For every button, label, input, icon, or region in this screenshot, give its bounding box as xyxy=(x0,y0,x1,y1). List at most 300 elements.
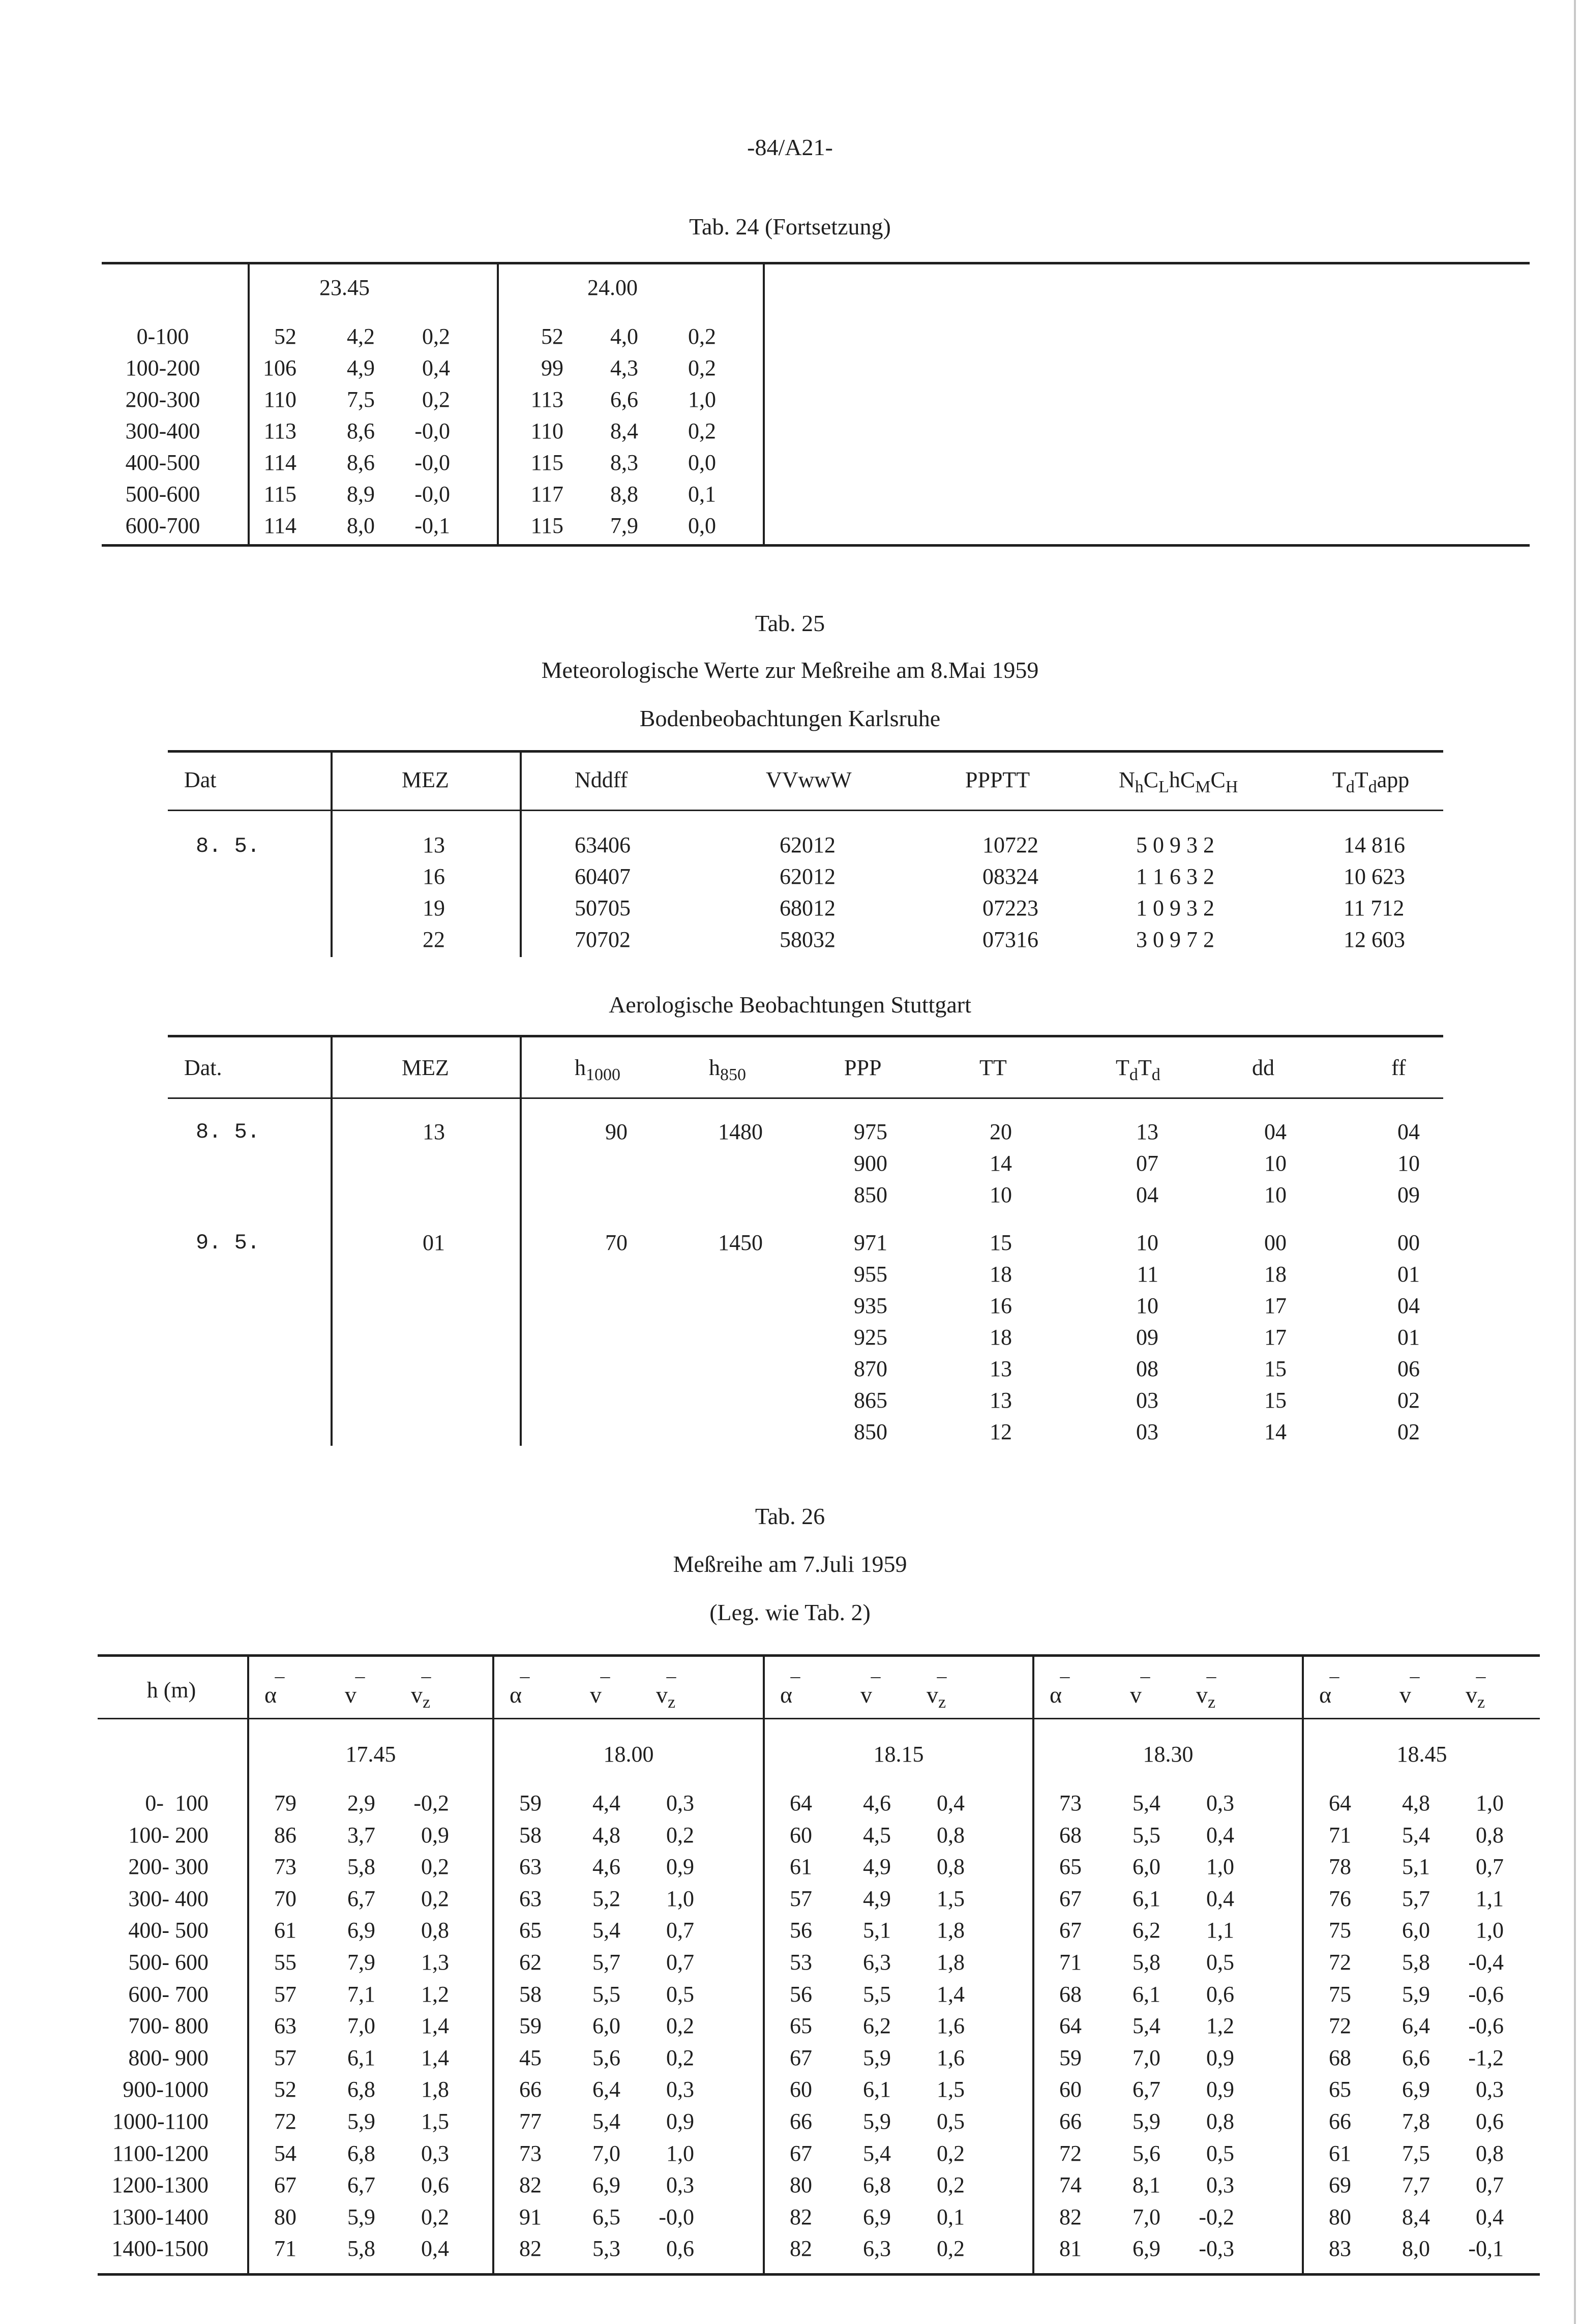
tab26-value: 7,1 xyxy=(347,1982,375,2007)
tab24-group-label: 23.45 xyxy=(319,275,370,300)
tab24-value: 110 xyxy=(530,419,563,443)
tab26-value: 6,0 xyxy=(1402,1918,1430,1943)
tab26-value: 73 xyxy=(274,1854,296,1879)
tab26-value: 0,6 xyxy=(1476,2109,1504,2134)
upper-header-mez: MEZ xyxy=(402,1055,449,1080)
tab26-value: 57 xyxy=(274,1982,296,2007)
tab26-value: 5,3 xyxy=(592,2236,620,2261)
surface-vvwww: 62012 xyxy=(780,864,836,889)
upper-header-h850: $h_{850}$ xyxy=(709,1055,746,1084)
tab26-value: 4,5 xyxy=(863,1823,891,1848)
tab26-value: 75 xyxy=(1329,1918,1351,1943)
alpha-symbol xyxy=(1319,1665,1350,1708)
overbar: – xyxy=(1140,1665,1150,1687)
scan-edge xyxy=(1574,0,1576,2324)
tab26-value: 82 xyxy=(519,2236,542,2261)
surface-nddff: 50705 xyxy=(575,896,631,920)
tab26-height: 200- 300 xyxy=(128,1854,208,1879)
tab26-value: 6,8 xyxy=(347,2077,375,2102)
tab26-value: 4,6 xyxy=(863,1791,891,1815)
upper-ff: 01 xyxy=(1397,1325,1420,1350)
tab26-value: 72 xyxy=(274,2109,296,2134)
tab26-value: 71 xyxy=(274,2236,296,2261)
tab26-value: 0,2 xyxy=(421,2204,449,2229)
surface-mez: 22 xyxy=(423,927,445,952)
tab26-header-h: h (m) xyxy=(146,1678,196,1703)
tab26-value: 5,4 xyxy=(1132,2013,1160,2038)
tab26-value: 61 xyxy=(274,1918,296,1943)
tab26-value: 59 xyxy=(519,1791,542,1815)
tab26-value: 4,6 xyxy=(592,1854,620,1879)
tab26-value: 57 xyxy=(274,2045,296,2070)
overbar: – xyxy=(520,1665,530,1687)
upper-ff: 10 xyxy=(1397,1151,1420,1176)
tab26-value: 64 xyxy=(1059,2013,1082,2038)
tab24-value: 110 xyxy=(263,387,296,412)
upper-date: 9. 5. xyxy=(196,1231,260,1255)
tab26-value: -1,2 xyxy=(1468,2045,1504,2070)
upper-tdtd: 08 xyxy=(1136,1356,1158,1381)
tab24-value: 52 xyxy=(541,324,563,349)
tab26-value: -0,2 xyxy=(413,1791,449,1815)
tab25-caption: Tab. 25 xyxy=(755,610,825,636)
tab26-value: 1,5 xyxy=(937,1886,965,1911)
tab26-value: 5,5 xyxy=(592,1982,620,2007)
vz-symbol xyxy=(1196,1665,1227,1715)
overbar: – xyxy=(355,1665,365,1687)
symbol-glyph: v xyxy=(590,1682,602,1708)
upper-tdtd: 13 xyxy=(1136,1119,1158,1144)
overbar: – xyxy=(1476,1665,1486,1687)
tab24-value: 8,8 xyxy=(610,482,638,506)
tab26-value: 67 xyxy=(790,2141,812,2166)
tab26-rule-header xyxy=(98,1718,1540,1719)
tab26-value: 0,4 xyxy=(1476,2204,1504,2229)
upper-tdtd: 03 xyxy=(1136,1388,1158,1413)
tab24-value: 115 xyxy=(530,450,563,475)
tab26-value: 1,4 xyxy=(421,2013,449,2038)
upper-dd: 15 xyxy=(1264,1388,1287,1413)
tab26-value: 75 xyxy=(1329,1982,1351,2007)
tab24-height: 400-500 xyxy=(125,450,200,475)
surface-date: 8. 5. xyxy=(196,834,260,858)
surface-ppptt: 07223 xyxy=(982,896,1038,920)
upper-ppp: 925 xyxy=(854,1325,887,1350)
symbol-glyph: α xyxy=(264,1682,277,1708)
upper-mez: 13 xyxy=(423,1119,445,1144)
overbar: – xyxy=(1329,1665,1339,1687)
tab24-value: 6,6 xyxy=(610,387,638,412)
upper-tt: 20 xyxy=(990,1119,1012,1144)
tab26-value: 59 xyxy=(1059,2045,1082,2070)
tab26-time: 17.45 xyxy=(345,1742,396,1767)
tab26-time: 18.45 xyxy=(1396,1742,1447,1767)
tab26-value: 0,4 xyxy=(1206,1886,1234,1911)
tab26-value: 82 xyxy=(790,2204,812,2229)
surface-vvwww: 62012 xyxy=(780,832,836,857)
tab26-value: 67 xyxy=(1059,1886,1082,1911)
surface-tdtd: 11 712 xyxy=(1344,896,1405,920)
v-symbol xyxy=(590,1665,620,1708)
upper-h850: 1450 xyxy=(718,1230,763,1255)
tab26-value: 64 xyxy=(790,1791,812,1815)
surface-nddff: 60407 xyxy=(575,864,631,889)
upper-tdtd: 10 xyxy=(1136,1230,1158,1255)
tab26-value: 91 xyxy=(519,2204,542,2229)
tab26-value: 5,6 xyxy=(592,2045,620,2070)
tab26-value: 0,2 xyxy=(937,2236,965,2261)
upper-tt: 12 xyxy=(990,1419,1012,1444)
tab26-value: 68 xyxy=(1059,1823,1082,1848)
surface-ppptt: 08324 xyxy=(982,864,1038,889)
tab26-value: 1,5 xyxy=(421,2109,449,2134)
tab26-value: 0,3 xyxy=(421,2141,449,2166)
surface-header-tdtd: $T_dT_dapp$ xyxy=(1332,767,1410,796)
tab26-value: 6,0 xyxy=(1132,1854,1160,1879)
surface-tdtd: 14 816 xyxy=(1344,832,1405,857)
tab26-value: 1,3 xyxy=(421,1950,449,1975)
tab24-value: 8,3 xyxy=(610,450,638,475)
v-symbol xyxy=(345,1665,375,1708)
upper-header-tdtd: $T_dT_d$ xyxy=(1116,1055,1160,1084)
tab26-value: 58 xyxy=(519,1823,542,1848)
tab26-height: 1300-1400 xyxy=(111,2204,208,2229)
tab26-value: 6,1 xyxy=(1132,1886,1160,1911)
overbar: – xyxy=(1060,1665,1070,1687)
tab24-value: 0,2 xyxy=(422,324,450,349)
tab24-value: 0,0 xyxy=(688,513,716,538)
tab26-value: 0,4 xyxy=(937,1791,965,1815)
upper-h1000: 70 xyxy=(605,1230,628,1255)
tab26-value: 5,8 xyxy=(347,2236,375,2261)
tab26-value: 73 xyxy=(1059,1791,1082,1815)
tab26-value: 60 xyxy=(790,2077,812,2102)
tab26-value: 68 xyxy=(1059,1982,1082,2007)
upper-dd: 18 xyxy=(1264,1262,1287,1287)
overbar: – xyxy=(600,1665,610,1687)
upper-caption: Aerologische Beobachtungen Stuttgart xyxy=(609,992,971,1018)
tab26-value: 80 xyxy=(790,2172,812,2197)
tab26-value: 5,8 xyxy=(347,1854,375,1879)
tab26-value: 52 xyxy=(274,2077,296,2102)
tab26-value: 6,2 xyxy=(863,2013,891,2038)
tab26-value: 5,4 xyxy=(1402,1823,1430,1848)
tab26-value: 1,0 xyxy=(1476,1918,1504,1943)
tab26-value: 1,2 xyxy=(1206,2013,1234,2038)
surface-header-clouds: $N_hC_LhC_MC_H$ xyxy=(1119,767,1238,796)
tab26-value: 56 xyxy=(790,1918,812,1943)
tab24-value: 4,0 xyxy=(610,324,638,349)
upper-ff: 02 xyxy=(1397,1419,1420,1444)
tab24-value: 99 xyxy=(541,355,563,380)
tab26-value: 7,0 xyxy=(592,2141,620,2166)
symbol-glyph: v xyxy=(411,1682,423,1708)
symbol-glyph: v xyxy=(656,1682,668,1708)
tab26-value: 5,4 xyxy=(863,2141,891,2166)
tab26-value: 7,7 xyxy=(1402,2172,1430,2197)
tab26-value: 6,1 xyxy=(347,2045,375,2070)
upper-tt: 16 xyxy=(990,1293,1012,1318)
upper-tt: 18 xyxy=(990,1325,1012,1350)
tab26-value: 73 xyxy=(519,2141,542,2166)
upper-ppp: 971 xyxy=(854,1230,887,1255)
upper-ff: 01 xyxy=(1397,1262,1420,1287)
tab24-height: 0-100 xyxy=(136,324,189,349)
tab24-value: 8,9 xyxy=(347,482,375,506)
tab26-value: 64 xyxy=(1329,1791,1351,1815)
tab24-value: 114 xyxy=(263,450,296,475)
tab24-group-label: 24.00 xyxy=(587,275,638,300)
tab26-value: 0,5 xyxy=(666,1982,694,2007)
tab26-height: 400- 500 xyxy=(128,1918,208,1943)
tab26-value: 5,7 xyxy=(1402,1886,1430,1911)
tab24-value: 0,0 xyxy=(688,450,716,475)
tab26-value: 69 xyxy=(1329,2172,1351,2197)
tab26-value: 5,9 xyxy=(1402,1982,1430,2007)
upper-dd: 10 xyxy=(1264,1151,1287,1176)
overbar: – xyxy=(1410,1665,1420,1687)
tab26-value: 6,9 xyxy=(592,2172,620,2197)
upper-header-tt: TT xyxy=(979,1055,1007,1080)
tab26-value: -0,0 xyxy=(659,2204,694,2229)
overbar: – xyxy=(871,1665,881,1687)
tab26-value: 7,8 xyxy=(1402,2109,1430,2134)
tab26-height: 300- 400 xyxy=(128,1886,208,1911)
tab26-value: 6,1 xyxy=(863,2077,891,2102)
tab26-value: 5,4 xyxy=(592,1918,620,1943)
upper-mez: 01 xyxy=(423,1230,445,1255)
tab24-value: 7,9 xyxy=(610,513,638,538)
upper-tt: 18 xyxy=(990,1262,1012,1287)
symbol-glyph: v xyxy=(927,1682,938,1708)
tab26-height: 1200-1300 xyxy=(111,2172,208,2197)
tab26-value: 7,5 xyxy=(1402,2141,1430,2166)
tab26-value: 5,8 xyxy=(1402,1950,1430,1975)
tab26-value: 66 xyxy=(790,2109,812,2134)
upper-tdtd: 04 xyxy=(1136,1182,1158,1207)
tab24-height: 100-200 xyxy=(125,355,200,380)
tab26-value: 65 xyxy=(790,2013,812,2038)
tab26-value: 61 xyxy=(790,1854,812,1879)
tab24-caption: Tab. 24 (Fortsetzung) xyxy=(689,214,891,240)
tab26-value: 0,2 xyxy=(937,2141,965,2166)
tab26-value: 0,1 xyxy=(937,2204,965,2229)
tab26-value: 0,5 xyxy=(937,2109,965,2134)
tab24-value: 4,3 xyxy=(610,355,638,380)
tab24-value: 0,2 xyxy=(688,324,716,349)
tab26-value: 1,6 xyxy=(937,2013,965,2038)
upper-tdtd: 10 xyxy=(1136,1293,1158,1318)
upper-tt: 14 xyxy=(990,1151,1012,1176)
vz-symbol xyxy=(411,1665,441,1715)
upper-dd: 00 xyxy=(1264,1230,1287,1255)
tab26-value: 6,4 xyxy=(1402,2013,1430,2038)
upper-ff: 04 xyxy=(1397,1119,1420,1144)
overbar: – xyxy=(790,1665,800,1687)
symbol-subscript: z xyxy=(1208,1693,1216,1712)
tab26-value: 55 xyxy=(274,1950,296,1975)
tab26-value: 5,1 xyxy=(863,1918,891,1943)
tab26-value: 0,2 xyxy=(666,1823,694,1848)
tab26-value: 56 xyxy=(790,1982,812,2007)
tab26-value: 0,6 xyxy=(666,2236,694,2261)
tab26-value: 5,1 xyxy=(1402,1854,1430,1879)
surface-header-ppptt: PPPTT xyxy=(965,767,1030,792)
tab26-value: 0,5 xyxy=(1206,2141,1234,2166)
tab24-value: -0,0 xyxy=(414,482,450,506)
tab26-value: 0,9 xyxy=(1206,2077,1234,2102)
tab24-value: -0,0 xyxy=(414,450,450,475)
tab26-height: 500- 600 xyxy=(128,1950,208,1975)
tab26-value: 0,3 xyxy=(666,2077,694,2102)
upper-tdtd: 07 xyxy=(1136,1151,1158,1176)
tab26-height: 700- 800 xyxy=(128,2013,208,2038)
tab26-value: 78 xyxy=(1329,1854,1351,1879)
tab26-value: 1,1 xyxy=(1206,1918,1234,1943)
upper-ppp: 935 xyxy=(854,1293,887,1318)
tab26-value: 71 xyxy=(1059,1950,1082,1975)
tab26-value: 6,7 xyxy=(347,2172,375,2197)
tab26-value: 6,7 xyxy=(347,1886,375,1911)
surface-tdtd: 12 603 xyxy=(1344,927,1405,952)
tab26-value: 71 xyxy=(1329,1823,1351,1848)
surface-mez: 13 xyxy=(423,832,445,857)
tab26-value: 0,2 xyxy=(666,2013,694,2038)
tab26-value: 65 xyxy=(1059,1854,1082,1879)
surface-header-dat: Dat xyxy=(184,767,217,792)
tab24-value: 0,4 xyxy=(422,355,450,380)
tab26-value: 4,8 xyxy=(592,1823,620,1848)
tab26-height: 0- 100 xyxy=(145,1791,208,1815)
tab26-value: 70 xyxy=(274,1886,296,1911)
symbol-subscript: z xyxy=(423,1693,431,1712)
upper-header-h1000: $h_{1000}$ xyxy=(575,1055,620,1084)
overbar: – xyxy=(275,1665,285,1687)
upper-ff: 02 xyxy=(1397,1388,1420,1413)
tab26-value: 0,7 xyxy=(1476,1854,1504,1879)
tab26-value: 60 xyxy=(1059,2077,1082,2102)
tab26-value: 5,6 xyxy=(1132,2141,1160,2166)
tab26-value: 0,8 xyxy=(1476,2141,1504,2166)
tab26-value: 8,1 xyxy=(1132,2172,1160,2197)
tab26-value: 0,7 xyxy=(666,1918,694,1943)
symbol-subscript: z xyxy=(938,1693,946,1712)
tab26-value: 3,7 xyxy=(347,1823,375,1848)
tab26-value: 66 xyxy=(1329,2109,1351,2134)
upper-dd: 14 xyxy=(1264,1419,1287,1444)
tab26-value: 0,7 xyxy=(666,1950,694,1975)
tab26-value: 5,7 xyxy=(592,1950,620,1975)
tab26-value: 6,6 xyxy=(1402,2045,1430,2070)
tab24-value: -0,0 xyxy=(414,419,450,443)
upper-ppp: 850 xyxy=(854,1182,887,1207)
tab26-value: 53 xyxy=(790,1950,812,1975)
tab26-height: 1400-1500 xyxy=(111,2236,208,2261)
tab26-value: 1,4 xyxy=(421,2045,449,2070)
upper-tdtd: 11 xyxy=(1137,1262,1158,1287)
tab24-value: 0,2 xyxy=(422,387,450,412)
upper-ppp: 865 xyxy=(854,1388,887,1413)
upper-dd: 17 xyxy=(1264,1325,1287,1350)
symbol-glyph: v xyxy=(1130,1682,1142,1708)
tab24-height: 600-700 xyxy=(125,513,200,538)
tab26-value: 54 xyxy=(274,2141,296,2166)
tab26-value: 6,1 xyxy=(1132,1982,1160,2007)
v-symbol xyxy=(860,1665,891,1708)
upper-ppp: 975 xyxy=(854,1119,887,1144)
tab26-value: 1,0 xyxy=(1476,1791,1504,1815)
surface-header-nddff: Nddff xyxy=(575,767,628,792)
tab24-value: 8,6 xyxy=(347,419,375,443)
tab26-value: 0,3 xyxy=(1206,1791,1234,1815)
v-symbol xyxy=(1130,1665,1160,1708)
tab26-value: 6,9 xyxy=(347,1918,375,1943)
tab26-value: 5,9 xyxy=(1132,2109,1160,2134)
vz-symbol xyxy=(1466,1665,1496,1715)
tab26-value: 0,8 xyxy=(937,1823,965,1848)
vz-symbol xyxy=(927,1665,957,1715)
tab26-value: 80 xyxy=(274,2204,296,2229)
tab26-value: 7,0 xyxy=(1132,2045,1160,2070)
tab26-value: 6,8 xyxy=(347,2141,375,2166)
upper-ff: 09 xyxy=(1397,1182,1420,1207)
tab26-value: 6,8 xyxy=(863,2172,891,2197)
tab24-value: 8,0 xyxy=(347,513,375,538)
tab24-value: 4,9 xyxy=(347,355,375,380)
tab25-title: Meteorologische Werte zur Meßreihe am 8.Mai 1959 xyxy=(541,657,1039,683)
upper-tt: 13 xyxy=(990,1356,1012,1381)
upper-tt: 10 xyxy=(990,1182,1012,1207)
tab26-value: -0,3 xyxy=(1199,2236,1234,2261)
tab26-value: 1,1 xyxy=(1476,1886,1504,1911)
tab26-value: 5,9 xyxy=(347,2109,375,2134)
symbol-subscript: z xyxy=(1477,1693,1485,1712)
surface-clouds: 1 1 6 3 2 xyxy=(1136,864,1214,889)
symbol-subscript: z xyxy=(668,1693,676,1712)
tab26-value: 6,7 xyxy=(1132,2077,1160,2102)
tab26-value: 6,9 xyxy=(1402,2077,1430,2102)
tab26-value: 81 xyxy=(1059,2236,1082,2261)
tab26-value: 1,0 xyxy=(666,1886,694,1911)
upper-ff: 06 xyxy=(1397,1356,1420,1381)
symbol-glyph: v xyxy=(860,1682,872,1708)
tab26-value: 0,3 xyxy=(1476,2077,1504,2102)
upper-dd: 10 xyxy=(1264,1182,1287,1207)
tab26-value: 6,0 xyxy=(592,2013,620,2038)
symbol-glyph: α xyxy=(510,1682,522,1708)
surface-mez: 16 xyxy=(423,864,445,889)
tab26-value: 7,0 xyxy=(347,2013,375,2038)
upper-header-dd: dd xyxy=(1252,1055,1274,1080)
symbol-glyph: α xyxy=(780,1682,793,1708)
tab26-value: 0,4 xyxy=(421,2236,449,2261)
tab26-height: 900-1000 xyxy=(123,2077,208,2102)
surface-clouds: 3 0 9 7 2 xyxy=(1136,927,1214,952)
symbol-glyph: v xyxy=(1196,1682,1208,1708)
surface-vvwww: 68012 xyxy=(780,896,836,920)
alpha-symbol xyxy=(510,1665,540,1708)
tab26-value: 8,0 xyxy=(1402,2236,1430,2261)
tab26-value: 4,8 xyxy=(1402,1791,1430,1815)
tab26-value: 82 xyxy=(1059,2204,1082,2229)
surface-header-mez: MEZ xyxy=(402,767,449,792)
tab26-value: 0,8 xyxy=(937,1854,965,1879)
upper-ff: 00 xyxy=(1397,1230,1420,1255)
tab26-value: 0,2 xyxy=(421,1886,449,1911)
upper-h1000: 90 xyxy=(605,1119,628,1144)
tab26-value: 6,9 xyxy=(1132,2236,1160,2261)
tab26-value: 65 xyxy=(519,1918,542,1943)
